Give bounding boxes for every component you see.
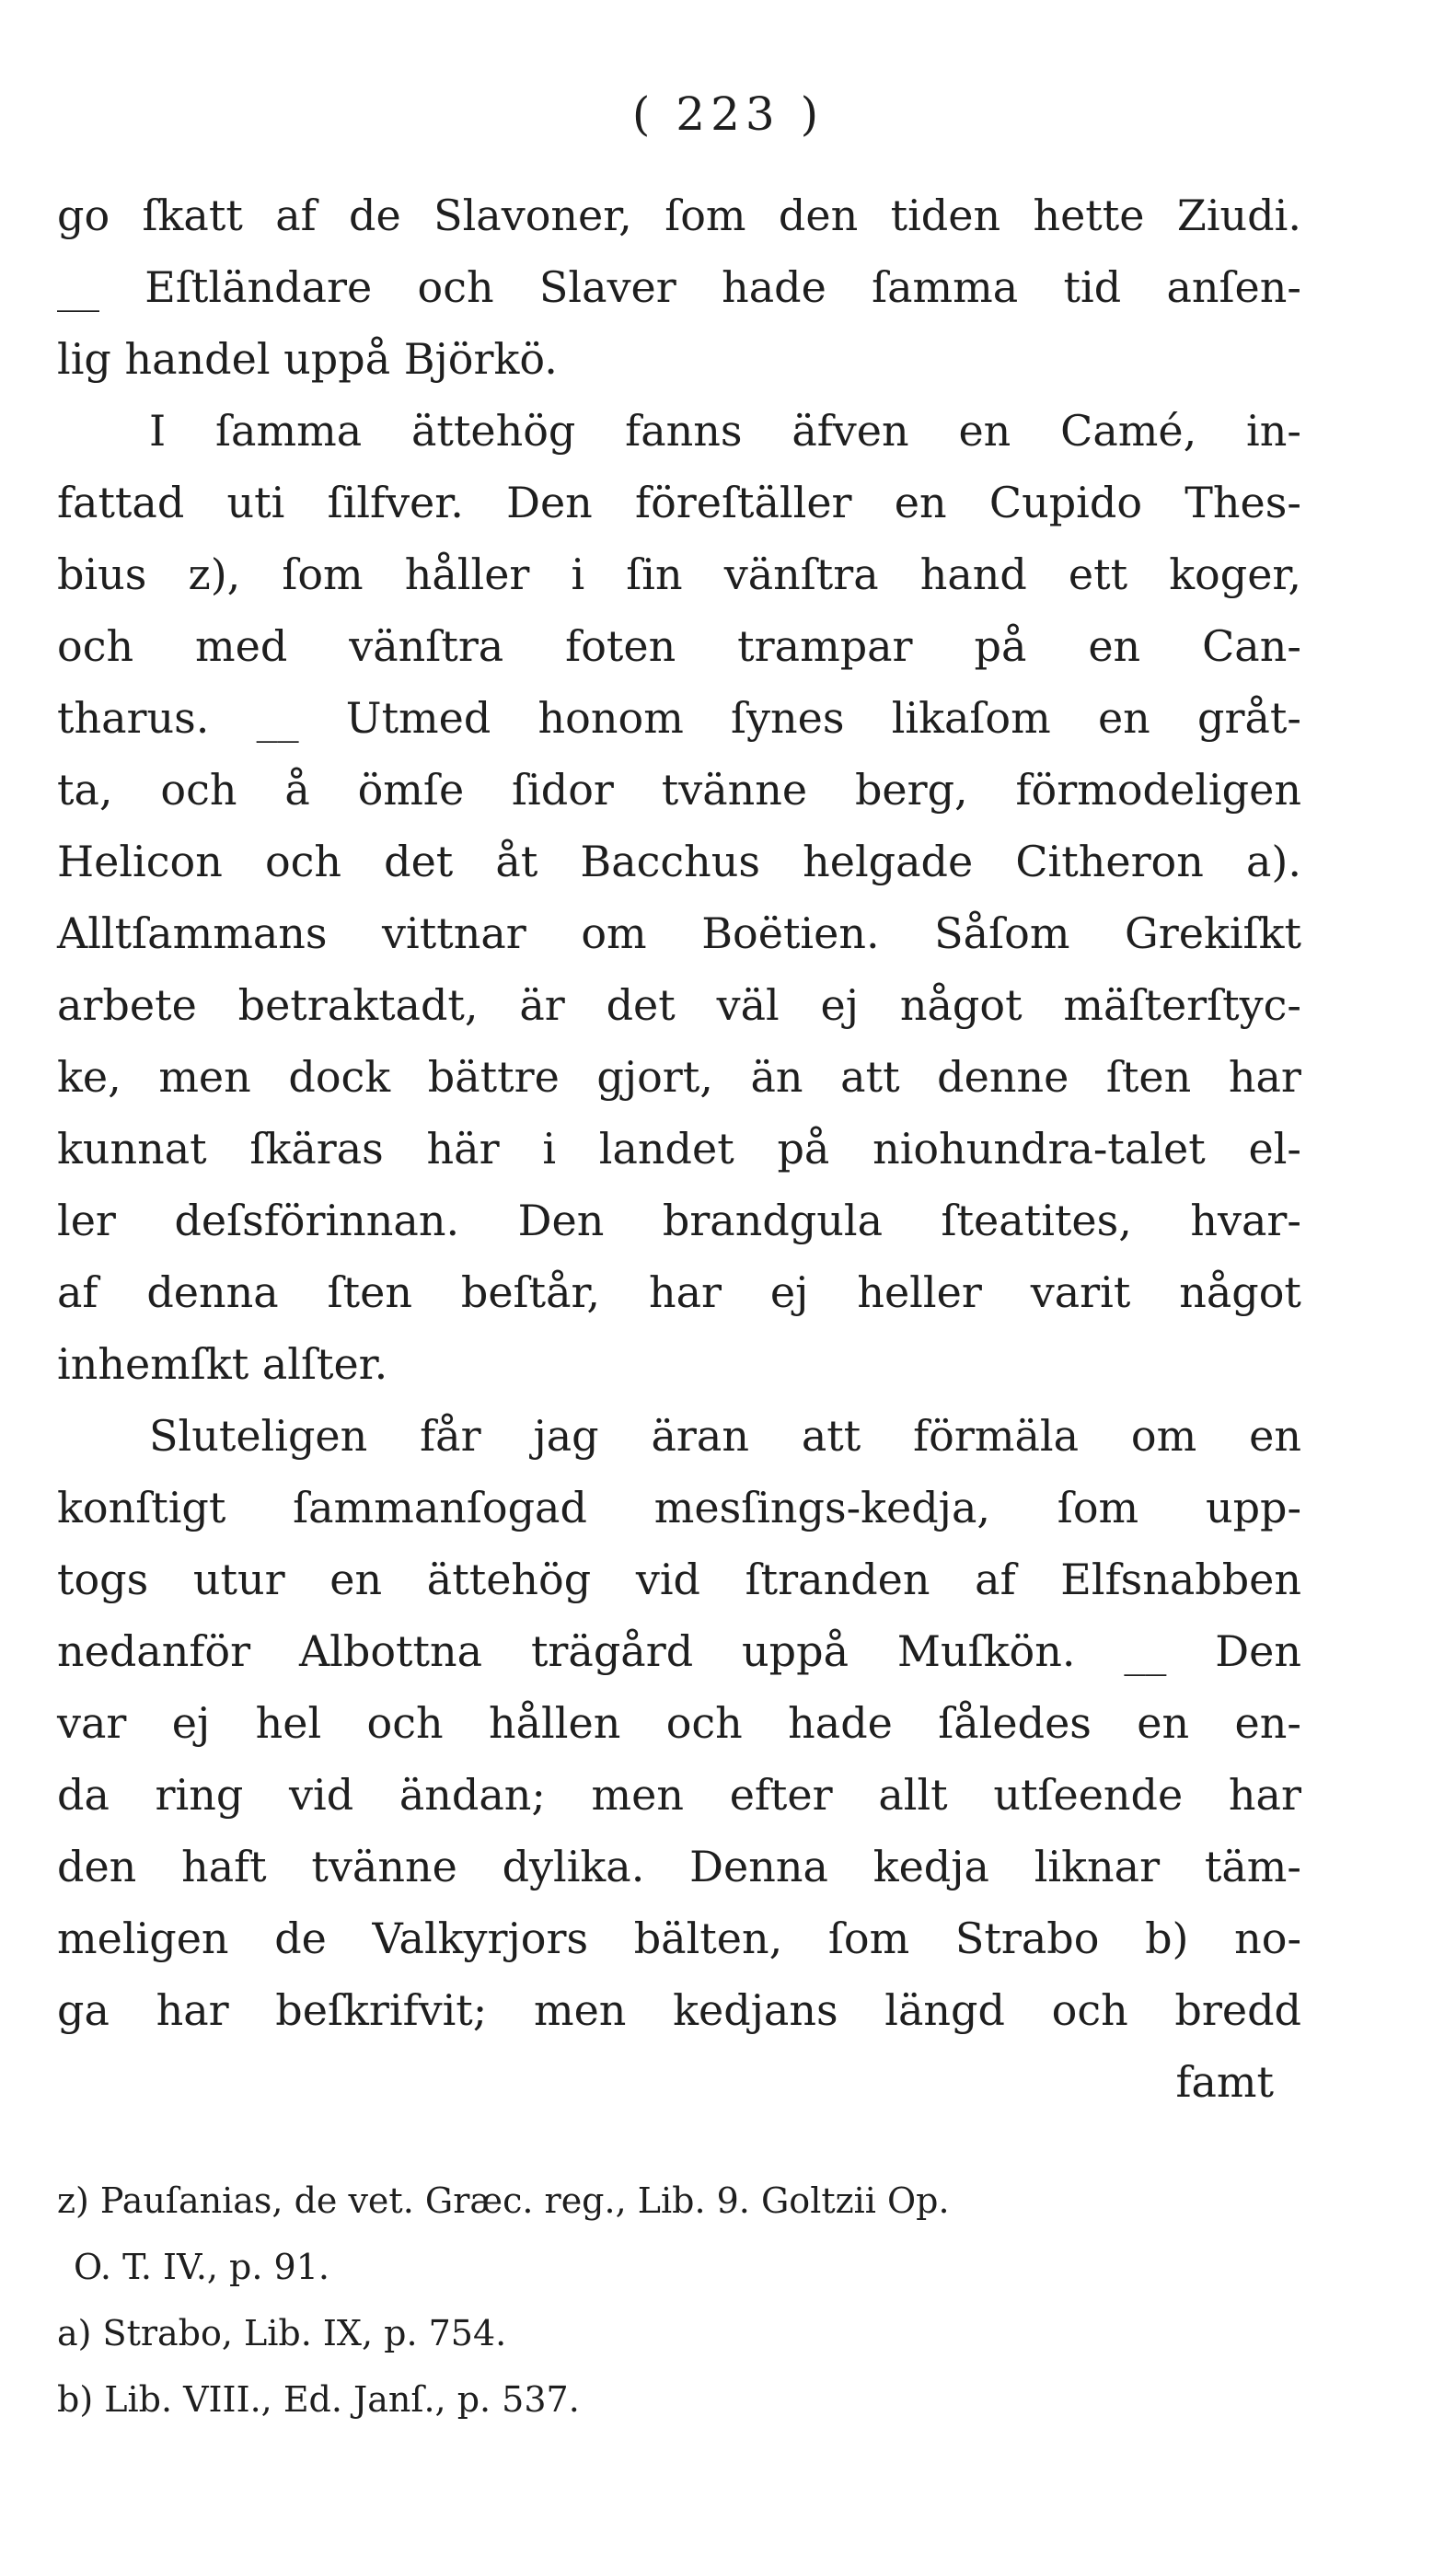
text-line	[57, 897, 1301, 969]
word: hel	[255, 1698, 322, 1748]
word: att	[840, 1052, 900, 1102]
word: på	[777, 1124, 830, 1174]
word: gjort,	[596, 1052, 713, 1102]
word: ler	[57, 1196, 116, 1245]
word: Albottna	[298, 1626, 483, 1676]
word: uppå	[742, 1626, 849, 1676]
word: ſynes	[731, 693, 845, 743]
text-line	[57, 610, 1301, 682]
word: men	[158, 1052, 251, 1102]
word: en	[1097, 693, 1150, 743]
word: ſom	[282, 549, 364, 599]
text-line	[57, 826, 1301, 897]
body-text	[57, 179, 1301, 2118]
word: ſtranden	[745, 1555, 930, 1604]
word: Valkyrjors	[372, 1914, 589, 1963]
word: tharus.	[57, 693, 210, 743]
word: brandgula	[662, 1196, 884, 1245]
word: Strabo	[954, 1914, 1100, 1963]
word: tid	[1063, 262, 1122, 312]
word: Bacchus	[580, 837, 761, 886]
word: håller	[404, 549, 530, 599]
word: förmodeligen	[1015, 765, 1301, 815]
word: ſten	[1105, 1052, 1192, 1102]
word: hållen	[489, 1698, 621, 1748]
footnotes	[57, 2168, 1301, 2433]
word: föreſtäller	[635, 478, 852, 527]
word: Can-	[1202, 621, 1301, 671]
word: ſammanſogad	[293, 1483, 587, 1532]
word: berg,	[854, 765, 968, 815]
word: något	[1179, 1267, 1301, 1317]
word: konſtigt	[57, 1483, 226, 1532]
word: ättehög	[410, 406, 576, 456]
word: denne	[937, 1052, 1069, 1102]
word: vittnar	[382, 908, 526, 958]
word: en	[958, 406, 1011, 456]
word: tiden	[890, 191, 1001, 240]
word: förmäla	[913, 1411, 1080, 1461]
word: hand	[919, 549, 1027, 599]
text-line	[57, 1400, 1301, 1472]
word: om	[1130, 1411, 1197, 1461]
word: får	[420, 1411, 481, 1461]
word: a).	[1245, 837, 1301, 886]
word: utſeende	[993, 1770, 1184, 1820]
word: ſin	[626, 549, 683, 599]
word: har	[1228, 1770, 1301, 1820]
word: ſteatites,	[941, 1196, 1132, 1245]
word: å	[284, 765, 310, 815]
word: denna	[146, 1267, 279, 1317]
word: ſåledes	[938, 1698, 1092, 1748]
text-line	[57, 682, 1301, 754]
word: ga	[57, 1985, 110, 2035]
word: en	[1088, 621, 1141, 671]
word: allt	[878, 1770, 948, 1820]
word: ſamma	[872, 262, 1019, 312]
word: på	[974, 621, 1027, 671]
word: ſkatt	[142, 191, 243, 240]
word: Thes-	[1184, 478, 1301, 527]
word: den	[57, 1842, 137, 1891]
word: beſkrifvit;	[275, 1985, 488, 2035]
word: tvänne	[311, 1842, 457, 1891]
word: Denna	[689, 1842, 828, 1891]
word: fattad	[57, 478, 185, 527]
footnote-line: b) Lib. VIII., Ed. Janſ., p. 537.	[57, 2379, 580, 2420]
word: hade	[722, 262, 826, 312]
word: åt	[495, 837, 538, 886]
word: och	[366, 1698, 444, 1748]
word: Alltſammans	[57, 908, 328, 958]
word: täm-	[1204, 1842, 1301, 1891]
word: honom	[537, 693, 684, 743]
word: nedanför	[57, 1626, 251, 1676]
word: jag	[533, 1411, 599, 1461]
word: Cupido	[988, 478, 1143, 527]
word: det	[384, 837, 454, 886]
word: mäſterſtyc-	[1063, 980, 1301, 1030]
word: no-	[1234, 1914, 1301, 1963]
word: och	[264, 837, 342, 886]
word: af	[57, 1267, 98, 1317]
word: af	[975, 1555, 1016, 1604]
word: dylika.	[502, 1842, 645, 1891]
word: de	[349, 191, 401, 240]
word: vid	[289, 1770, 354, 1820]
word: da	[57, 1770, 110, 1820]
word: ſom	[1057, 1483, 1139, 1532]
text-line	[57, 251, 1301, 323]
word: bredd	[1174, 1985, 1301, 2035]
word: hade	[788, 1698, 893, 1748]
text-line	[57, 1759, 1301, 1831]
page-number: ( 223 )	[631, 87, 825, 141]
word: dock	[288, 1052, 391, 1102]
word: Såſom	[934, 908, 1070, 958]
word: togs	[57, 1555, 149, 1604]
word: i	[542, 1124, 557, 1174]
word: ſamma	[215, 406, 363, 456]
word: äfven	[792, 406, 909, 456]
word: Camé,	[1060, 406, 1197, 456]
word: __	[57, 262, 99, 312]
text-line	[57, 179, 1301, 251]
word: __	[1124, 1626, 1167, 1676]
word: Grekiſkt	[1125, 908, 1301, 958]
word: Ziudi.	[1176, 191, 1301, 240]
text-line	[57, 969, 1301, 1041]
word: beſtår,	[460, 1267, 601, 1317]
text-line: famt	[1175, 2057, 1274, 2107]
word: koger,	[1169, 549, 1301, 599]
word: z),	[188, 549, 241, 599]
word: ſkäras	[249, 1124, 384, 1174]
word: ke,	[57, 1052, 121, 1102]
word: den	[778, 191, 859, 240]
word: än	[750, 1052, 803, 1102]
word: I	[149, 406, 167, 456]
word: väl	[716, 980, 780, 1030]
word: Eſtländare	[144, 262, 373, 312]
word: heller	[857, 1267, 982, 1317]
word: meligen	[57, 1914, 229, 1963]
word: ej	[769, 1267, 809, 1317]
word: längd	[884, 1985, 1005, 2035]
text-line	[57, 1974, 1301, 2046]
word: en	[1249, 1411, 1301, 1461]
word: en	[894, 478, 947, 527]
word: bättre	[427, 1052, 560, 1102]
word: liknar	[1034, 1842, 1161, 1891]
text-line	[57, 1902, 1301, 1974]
word: arbete	[57, 980, 197, 1030]
word: likaſom	[891, 693, 1051, 743]
word: och	[57, 621, 134, 671]
word: el-	[1248, 1124, 1301, 1174]
word: det	[606, 980, 676, 1030]
word: och	[665, 1698, 743, 1748]
word: med	[195, 621, 288, 671]
word: fanns	[625, 406, 743, 456]
word: anſen-	[1166, 262, 1301, 312]
word: kedja	[872, 1842, 989, 1891]
word: Den	[1215, 1626, 1301, 1676]
word: ättehög	[426, 1555, 592, 1604]
footnote-line: O. T. IV., p. 91.	[74, 2247, 329, 2287]
word: och	[160, 765, 237, 815]
word: de	[274, 1914, 327, 1963]
word: Sluteligen	[149, 1411, 368, 1461]
word: af	[275, 191, 317, 240]
word: deſsförinnan.	[174, 1196, 460, 1245]
word: här	[426, 1124, 500, 1174]
word: utur	[192, 1555, 285, 1604]
word: en	[1137, 1698, 1190, 1748]
word: något	[899, 980, 1023, 1030]
text-line: inhemſkt alſter.	[57, 1339, 388, 1389]
text-line	[57, 754, 1301, 826]
word: ändan;	[399, 1770, 546, 1820]
text-line	[57, 1041, 1301, 1113]
word: ej	[820, 980, 860, 1030]
word: ett	[1068, 549, 1128, 599]
word: Helicon	[57, 837, 223, 886]
word: Den	[506, 478, 593, 527]
word: har	[648, 1267, 722, 1317]
word: är	[519, 980, 565, 1030]
word: vänſtra	[723, 549, 879, 599]
word: Citheron	[1015, 837, 1204, 886]
word: Boëtien.	[701, 908, 880, 958]
word: i	[571, 549, 585, 599]
footnote-line: a) Strabo, Lib. IX, p. 754.	[57, 2313, 507, 2353]
word: om	[581, 908, 647, 958]
footnote-line: z) Pauſanias, de vet. Græc. reg., Lib. 9. Goltzii Op.	[57, 2180, 950, 2221]
text-line	[57, 1472, 1301, 1544]
word: äran	[651, 1411, 749, 1461]
word: en	[329, 1555, 383, 1604]
word: men	[591, 1770, 685, 1820]
word: helgade	[803, 837, 974, 886]
text-line	[57, 1256, 1301, 1328]
word: niohundra-talet	[872, 1124, 1206, 1174]
text-line	[57, 467, 1301, 538]
word: bius	[57, 549, 147, 599]
text-line	[57, 1687, 1301, 1759]
word: efter	[729, 1770, 833, 1820]
word: ömſe	[357, 765, 465, 815]
word: hette	[1033, 191, 1145, 240]
word: Den	[517, 1196, 605, 1245]
word: var	[57, 1698, 127, 1748]
word: ſom	[664, 191, 746, 240]
word: in-	[1246, 406, 1301, 456]
word: ſilfver.	[327, 478, 464, 527]
word: varit	[1030, 1267, 1131, 1317]
word: vid	[635, 1555, 700, 1604]
text-line	[57, 538, 1301, 610]
word: Muſkön.	[896, 1626, 1076, 1676]
word: kedjans	[673, 1985, 838, 2035]
word: ſten	[327, 1267, 412, 1317]
text-line	[57, 1831, 1301, 1902]
word: Slavoner,	[433, 191, 632, 240]
word: uti	[226, 478, 285, 527]
word: mesſings-kedja,	[653, 1483, 990, 1532]
word: betraktadt,	[237, 980, 479, 1030]
word: Elfsnabben	[1060, 1555, 1301, 1604]
word: men	[533, 1985, 627, 2035]
word: ſidor	[512, 765, 614, 815]
word: ring	[155, 1770, 244, 1820]
word: go	[57, 191, 110, 240]
text-line: lig handel uppå Björkö.	[57, 334, 558, 384]
word: och	[1051, 1985, 1128, 2035]
text-line	[57, 1615, 1301, 1687]
text-line	[57, 1544, 1301, 1615]
word: foten	[565, 621, 676, 671]
word: vänſtra	[349, 621, 504, 671]
word: kunnat	[57, 1124, 207, 1174]
word: hvar-	[1190, 1196, 1301, 1245]
text-line	[57, 1185, 1301, 1256]
word: och	[417, 262, 494, 312]
word: har	[1228, 1052, 1301, 1102]
word: Slaver	[538, 262, 676, 312]
text-line	[57, 1113, 1301, 1185]
word: ſom	[827, 1914, 910, 1963]
word: landet	[598, 1124, 734, 1174]
word: Utmed	[345, 693, 491, 743]
word: __	[256, 693, 299, 743]
word: haft	[181, 1842, 267, 1891]
word: ta,	[57, 765, 113, 815]
word: trampar	[737, 621, 913, 671]
text-line	[57, 395, 1301, 467]
word: upp-	[1205, 1483, 1301, 1532]
word: gråt-	[1197, 693, 1301, 743]
word: b)	[1145, 1914, 1189, 1963]
word: bälten,	[633, 1914, 783, 1963]
word: tvänne	[661, 765, 808, 815]
word: en-	[1234, 1698, 1301, 1748]
word: ej	[171, 1698, 211, 1748]
word: har	[156, 1985, 229, 2035]
word: att	[801, 1411, 861, 1461]
word: trägård	[530, 1626, 694, 1676]
